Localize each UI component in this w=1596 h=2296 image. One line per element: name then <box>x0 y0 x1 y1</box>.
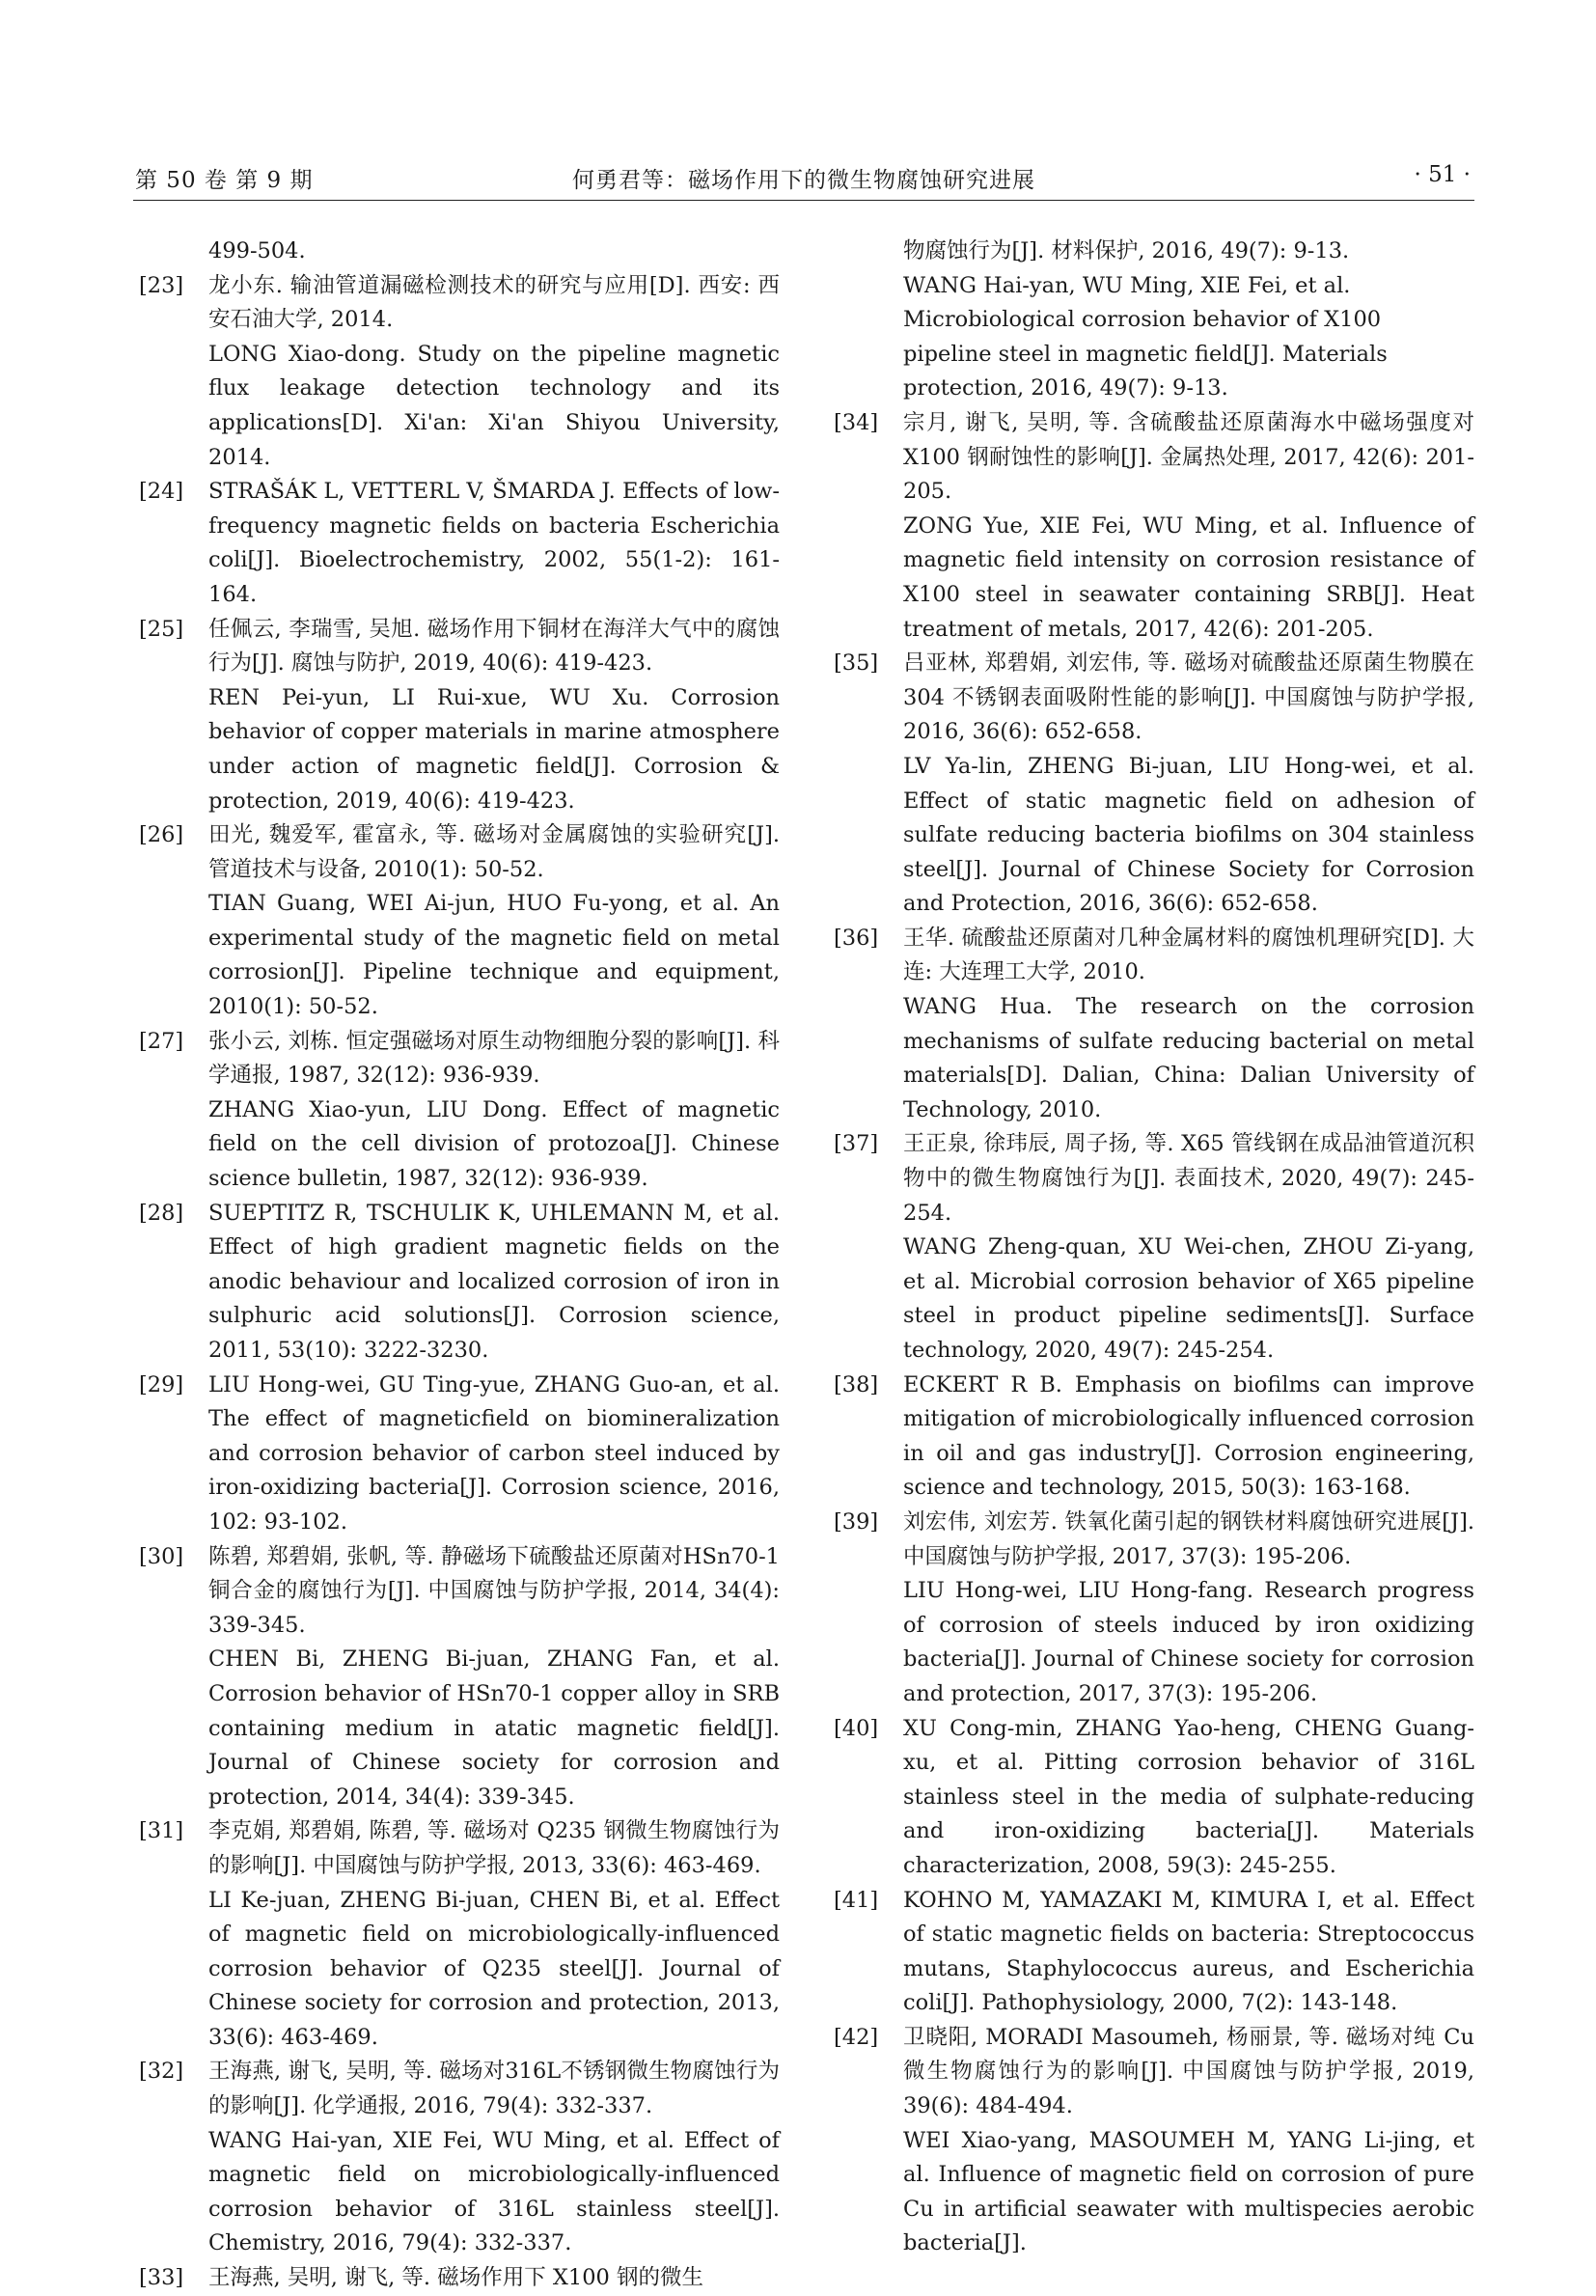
running-header <box>133 152 1474 199</box>
reference-number: [37] <box>834 1131 879 1157</box>
reference-number: [36] <box>834 925 879 951</box>
reference-number: [33] <box>139 2265 184 2291</box>
reference-item <box>830 2021 1474 2261</box>
volume-issue: 第 50 卷 第 9 期 <box>135 168 314 193</box>
reference-text-cn: 吕亚林, 郑碧娟, 刘宏伟, 等. 磁场对硫酸盐还原菌生物膜在 304 不锈钢表面吸附性能的影响[J]. 中国腐蚀与防护学报, 2016, 36(6): 652-658. <box>903 650 1474 745</box>
reference-text-en: KOHNO M, YAMAZAKI M, KIMURA I, et al. Effect of static magnetic fields on bacteria: Streptococcus mutans, Staphylococcus aureus, and Escherichia coli[J]. Pathophysiology, 2000, 7(2): 143-148. <box>903 1887 1474 2016</box>
reference-item <box>135 818 780 1025</box>
header-rule <box>133 200 1474 201</box>
reference-number: [34] <box>834 409 879 435</box>
reference-number: [29] <box>139 1371 184 1397</box>
reference-number: [28] <box>139 1200 184 1226</box>
reference-item <box>830 406 1474 647</box>
reference-text-en: XU Cong-min, ZHANG Yao-heng, CHENG Guang-xu, et al. Pitting corrosion behavior of 316L stainless steel in the media of sulphate-reducing and iron-oxidizing bacteria[J]. Materials characterization, 2008, 59(3): 245-255. <box>903 1715 1474 1878</box>
reference-number: [24] <box>139 479 184 505</box>
reference-text-en: LV Ya-lin, ZHENG Bi-juan, LIU Hong-wei, et al. Effect of static magnetic field on adhesion of sulfate reducing bacteria biofilms on 304 stainless steel[J]. Journal of Chinese Society for Corrosion and Protection, 2016, 36(6): 652-658. <box>903 753 1474 917</box>
reference-text-cn: 宗月, 谢飞, 吴明, 等. 含硫酸盐还原菌海水中磁场强度对 X100 钢耐蚀性的影响[J]. 金属热处理, 2017, 42(6): 201-205. <box>903 409 1474 505</box>
reference-number: [32] <box>139 2059 184 2085</box>
reference-number: [27] <box>139 1028 184 1054</box>
reference-item <box>135 1369 780 1540</box>
reference-item <box>830 922 1474 1128</box>
reference-number: [25] <box>139 616 184 642</box>
reference-text-cn: 王正泉, 徐玮辰, 周子扬, 等. X65 管线钢在成品油管道沉积物中的微生物腐蚀行为[J]. 表面技术, 2020, 49(7): 245-254. <box>903 1131 1474 1226</box>
reference-number: [31] <box>139 1818 184 1844</box>
reference-text-cn: 李克娟, 郑碧娟, 陈碧, 等. 磁场对 Q235 钢微生物腐蚀行为的影响[J]. 中国腐蚀与防护学报, 2013, 33(6): 463-469. <box>208 1818 780 1878</box>
reference-item <box>135 1814 780 2055</box>
reference-item <box>830 1506 1474 1712</box>
reference-number: [39] <box>834 1508 879 1535</box>
reference-text-en: WANG Hua. The research on the corrosion mechanisms of sulfate reducing bacterial on metal materials[D]. Dalian, China: Dalian University of Technology, 2010. <box>903 994 1474 1122</box>
reference-text-en: CHEN Bi, ZHENG Bi-juan, ZHANG Fan, et al. Corrosion behavior of HSn70-1 copper alloy in SRB containing medium in atatic magnetic field[J]. Journal of Chinese society for corrosion and protection, 2014, 34(4): 339-345. <box>208 1646 780 1810</box>
reference-item <box>830 1127 1474 1368</box>
reference-text-en: ZONG Yue, XIE Fei, WU Ming, et al. Influence of magnetic field intensity on corrosion resistance of X100 steel in seawater containing SRB[J]. Heat treatment of metals, 2017, 42(6): 201-205. <box>903 512 1474 642</box>
reference-text-en: LI Ke-juan, ZHENG Bi-juan, CHEN Bi, et al. Effect of magnetic field on microbiologically-influenced corrosion behavior of Q235 steel[J]. Journal of Chinese society for corrosion and protection, 2013, 33(6): 463-469. <box>208 1887 780 2050</box>
reference-text-en: TIAN Guang, WEI Ai-jun, HUO Fu-yong, et al. An experimental study of the magnetic field on metal corrosion[J]. Pipeline technique and equipment, 2010(1): 50-52. <box>208 891 780 1020</box>
reference-number: [23] <box>139 272 184 298</box>
reference-text-cn: 王海燕, 谢飞, 吴明, 等. 磁场对316L不锈钢微生物腐蚀行为的影响[J]. 化学通报, 2016, 79(4): 332-337. <box>208 2059 780 2119</box>
reference-text-cn: 任佩云, 李瑞雪, 吴旭. 磁场作用下铜材在海洋大气中的腐蚀行为[J]. 腐蚀与防护, 2019, 40(6): 419-423. <box>208 616 780 677</box>
reference-number: [35] <box>834 650 879 677</box>
reference-text-en: ZHANG Xiao-yun, LIU Dong. Effect of magnetic field on the cell division of protozoa[J]. Chinese science bulletin, 1987, 32(12): 936-939. <box>208 1096 780 1192</box>
continuation-text-cn: 物腐蚀行为[J]. 材料保护, 2016, 49(7): 9-13. <box>903 238 1350 263</box>
reference-item <box>135 613 780 819</box>
reference-text-cn: 王华. 硫酸盐还原菌对几种金属材料的腐蚀机理研究[D]. 大连: 大连理工大学, 2010. <box>903 925 1474 985</box>
reference-text-en: STRAŠÁK L, VETTERL V, ŠMARDA J. Effects of low-frequency magnetic fields on bacteria Escherichia coli[J]. Bioelectrochemistry, 2002, 55(1-2): 161-164. <box>208 479 780 607</box>
reference-item <box>830 1712 1474 1884</box>
reference-item <box>830 1369 1474 1506</box>
reference-item <box>135 1197 780 1369</box>
continuation-text-en: WANG Hai-yan, WU Ming, XIE Fei, et al. Microbiological corrosion behavior of X100 pipeline steel in magnetic field[J]. Materials protection, 2016, 49(7): 9-13. <box>903 272 1388 401</box>
reference-item <box>830 647 1474 922</box>
reference-text-en: ECKERT R B. Emphasis on biofilms can improve mitigation of microbiologically influenced corrosion in oil and gas industry[J]. Corrosion engineering, science and technology, 2015, 50(3): 163-168. <box>903 1371 1474 1501</box>
reference-number: [38] <box>834 1371 879 1397</box>
reference-text-cn: 陈碧, 郑碧娟, 张帆, 等. 静磁场下硫酸盐还原菌对HSn70-1 铜合金的腐蚀行为[J]. 中国腐蚀与防护学报, 2014, 34(4): 339-345. <box>208 1543 780 1638</box>
reference-number: [26] <box>139 822 184 848</box>
reference-text-cn: 王海燕, 吴明, 谢飞, 等. 磁场作用下 X100 钢的微生 <box>208 2265 703 2291</box>
left-column <box>135 235 780 2296</box>
reference-text-cn: 龙小东. 输油管道漏磁检测技术的研究与应用[D]. 西安: 西安石油大学, 2014. <box>208 272 780 333</box>
continuation-text: 499-504. <box>208 238 306 263</box>
reference-item <box>135 475 780 612</box>
reference-text-cn: 田光, 魏爱军, 霍富永, 等. 磁场对金属腐蚀的实验研究[J]. 管道技术与设备, 2010(1): 50-52. <box>208 822 780 882</box>
reference-text-en: WEI Xiao-yang, MASOUMEH M, YANG Li-jing, et al. Influence of magnetic field on corrosion of pure Cu in artificial seawater with multispecies aerobic bacteria[J]. <box>903 2127 1474 2256</box>
page-number: · 51 · <box>1414 162 1471 187</box>
reference-text-en: WANG Zheng-quan, XU Wei-chen, ZHOU Zi-yang, et al. Microbial corrosion behavior of X65 pipeline steel in product pipeline sediments[J]. Surface technology, 2020, 49(7): 245-254. <box>903 1234 1474 1363</box>
reference-text-en: SUEPTITZ R, TSCHULIK K, UHLEMANN M, et al. Effect of high gradient magnetic fields on the anodic behaviour and localized corrosion of iron in sulphuric acid solutions[J]. Corrosion science, 2011, 53(10): 3222-3230. <box>208 1200 780 1363</box>
reference-text-en: LONG Xiao-dong. Study on the pipeline magnetic flux leakage detection technology and its applications[D]. Xi'an: Xi'an Shiyou University, 2014. <box>208 341 780 470</box>
reference-item <box>135 2055 780 2261</box>
right-column <box>830 235 1474 2261</box>
reference-number: [42] <box>834 2024 879 2050</box>
reference-text-cn: 刘宏伟, 刘宏芳. 铁氧化菌引起的钢铁材料腐蚀研究进展[J]. 中国腐蚀与防护学报, 2017, 37(3): 195-206. <box>903 1508 1474 1569</box>
reference-number: [41] <box>834 1887 879 1913</box>
reference-item <box>135 2261 780 2296</box>
reference-item <box>135 1025 780 1197</box>
reference-text-en: LIU Hong-wei, GU Ting-yue, ZHANG Guo-an, et al. The effect of magneticfield on biomineralization and corrosion behavior of carbon steel induced by iron-oxidizing bacteria[J]. Corrosion science, 2016, 102: 93-102. <box>208 1371 780 1535</box>
reference-item <box>830 1884 1474 2021</box>
running-title: 何勇君等：磁场作用下的微生物腐蚀研究进展 <box>572 168 1035 193</box>
reference-text-en: LIU Hong-wei, LIU Hong-fang. Research progress of corrosion of steels induced by iron oxidizing bacteria[J]. Journal of Chinese society for corrosion and protection, 2017, 37(3): 195-206. <box>903 1578 1474 1706</box>
reference-number: [40] <box>834 1715 879 1741</box>
reference-text-cn: 卫晓阳, MORADI Masoumeh, 杨丽景, 等. 磁场对纯 Cu 微生物腐蚀行为的影响[J]. 中国腐蚀与防护学报, 2019, 39(6): 484-494. <box>903 2024 1474 2119</box>
reference-item <box>135 269 780 476</box>
reference-item <box>135 1540 780 1815</box>
reference-number: [30] <box>139 1543 184 1569</box>
reference-text-en: REN Pei-yun, LI Rui-xue, WU Xu. Corrosion behavior of copper materials in marine atmosphere under action of magnetic field[J]. Corrosion & protection, 2019, 40(6): 419-423. <box>208 684 780 814</box>
reference-text-cn: 张小云, 刘栋. 恒定强磁场对原生动物细胞分裂的影响[J]. 科学通报, 1987, 32(12): 936-939. <box>208 1028 780 1089</box>
reference-text-en: WANG Hai-yan, XIE Fei, WU Ming, et al. Effect of magnetic field on microbiologically-influenced corrosion behavior of 316L stainless steel[J]. Chemistry, 2016, 79(4): 332-337. <box>208 2127 780 2256</box>
